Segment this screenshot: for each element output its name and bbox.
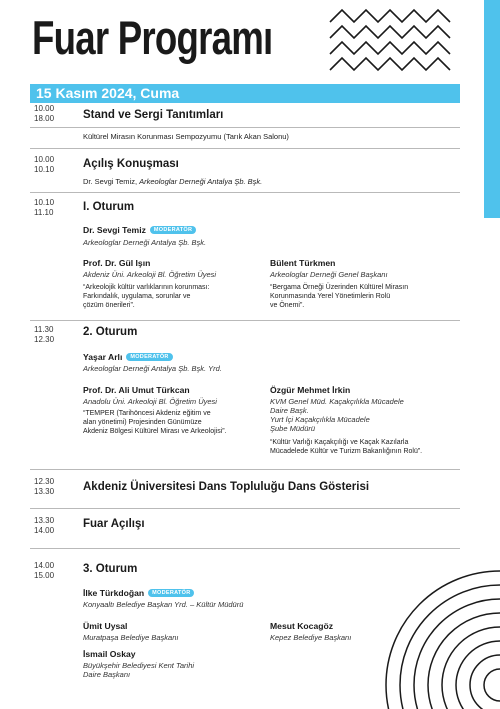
moderator-role: Arkeologlar Derneği Antalya Şb. Bşk. bbox=[83, 238, 207, 247]
moderator-name: Yaşar Arlı MODERATÖR bbox=[83, 352, 173, 362]
session-time: 10.00 10.10 bbox=[34, 155, 55, 174]
divider bbox=[30, 469, 460, 470]
moderator-name: İlke Türkdoğan MODERATÖR bbox=[83, 588, 194, 598]
moderator-badge: MODERATÖR bbox=[126, 353, 172, 361]
speaker-name: Prof. Dr. Gül Işın bbox=[83, 258, 151, 268]
moderator-badge: MODERATÖR bbox=[148, 589, 194, 597]
speaker-name: Bülent Türkmen bbox=[270, 258, 336, 268]
speaker-name: Özgür Mehmet İrkin bbox=[270, 385, 351, 395]
session-time: 10.10 11.10 bbox=[34, 198, 55, 217]
moderator-role: Konyaaltı Belediye Başkan Yrd. – Kültür Müdürü bbox=[83, 600, 244, 609]
divider bbox=[30, 548, 460, 549]
date-label: 15 Kasım 2024, Cuma bbox=[36, 85, 180, 101]
divider bbox=[30, 508, 460, 509]
speaker-name: İsmail Oskay bbox=[83, 649, 136, 659]
session-title: 3. Oturum bbox=[83, 563, 138, 575]
speaker-role: Anadolu Üni. Arkeoloji Bl. Öğretim Üyesi bbox=[83, 397, 217, 406]
speaker-talk: “TEMPER (Tarihöncesi Akdeniz eğitim ve alan yönetimi) Projesinden Günümüze Akdeniz Bölgesi Kültürel Mirası ve Arkeolojisi”. bbox=[83, 410, 227, 435]
moderator-name: Dr. Sevgi Temiz MODERATÖR bbox=[83, 225, 196, 235]
speaker-role: Arkeologlar Derneği Genel Başkanı bbox=[270, 270, 388, 279]
session-title: Stand ve Sergi Tanıtımları bbox=[83, 109, 224, 121]
session-time: 10.00 18.00 bbox=[34, 104, 55, 123]
speaker-talk: “Arkeolojik kültür varlıklarının korunması: Farkındalık, uygulama, sorunlar ve çözüm önerileri”. bbox=[83, 284, 210, 309]
session-time: 13.30 14.00 bbox=[34, 516, 55, 535]
session-time: 12.30 13.30 bbox=[34, 477, 55, 496]
session-time: 14.00 15.00 bbox=[34, 561, 55, 580]
speaker-role: Büyükşehir Belediyesi Kent Tarihi Daire Başkanı bbox=[83, 661, 195, 679]
page-title: Fuar Programı bbox=[32, 11, 273, 64]
speaker-name: Mesut Kocagöz bbox=[270, 621, 334, 631]
moderator-role: Arkeologlar Derneği Antalya Şb. Bşk. Yrd. bbox=[83, 364, 222, 373]
divider bbox=[30, 320, 460, 321]
divider bbox=[30, 192, 460, 193]
session-title: Açılış Konuşması bbox=[83, 158, 179, 170]
speaker-talk: “Kültür Varlığı Kaçakçılığı ve Kaçak Kazılarla Mücadelede Kültür ve Turizm Bakanlığının Rolü”. bbox=[270, 439, 423, 455]
divider bbox=[30, 127, 460, 128]
speaker-role: Muratpaşa Belediye Başkanı bbox=[83, 633, 179, 642]
session-title: Fuar Açılışı bbox=[83, 518, 145, 530]
session-time: 11.30 12.30 bbox=[34, 325, 55, 344]
speaker-role: Kepez Belediye Başkanı bbox=[270, 633, 352, 642]
speaker-name: Prof. Dr. Ali Umut Türkcan bbox=[83, 385, 190, 395]
zigzag-decoration-icon bbox=[328, 4, 458, 82]
speaker-role: Akdeniz Üni. Arkeoloji Bl. Öğretim Üyesi bbox=[83, 270, 217, 279]
speaker-role: KVM Genel Müd. Kaçakçılıkla Mücadele Daire Başk. Yurt İçi Kaçakçılıkla Mücadele Şube Müdürü bbox=[270, 397, 404, 433]
speaker-name: Ümit Uysal bbox=[83, 621, 128, 631]
date-bar bbox=[30, 84, 460, 103]
divider bbox=[30, 148, 460, 149]
moderator-badge: MODERATÖR bbox=[150, 226, 196, 234]
speaker-line: Dr. Sevgi Temiz, Arkeologlar Derneği Antalya Şb. Bşk. bbox=[83, 177, 263, 186]
side-accent-bar bbox=[484, 0, 500, 218]
concentric-circles-icon bbox=[360, 560, 500, 709]
session-title: Akdeniz Üniversitesi Dans Topluluğu Dans Gösterisi bbox=[83, 481, 370, 493]
session-title: I. Oturum bbox=[83, 201, 135, 213]
speaker-talk: “Bergama Örneği Üzerinden Kültürel Mirasın Korunmasında Yerel Yönetimlerin Rolü ve Önemi”. bbox=[270, 284, 409, 309]
session-title: 2. Oturum bbox=[83, 326, 138, 338]
session-note: Kültürel Mirasın Korunması Sempozyumu (Tarık Akan Salonu) bbox=[83, 132, 289, 141]
